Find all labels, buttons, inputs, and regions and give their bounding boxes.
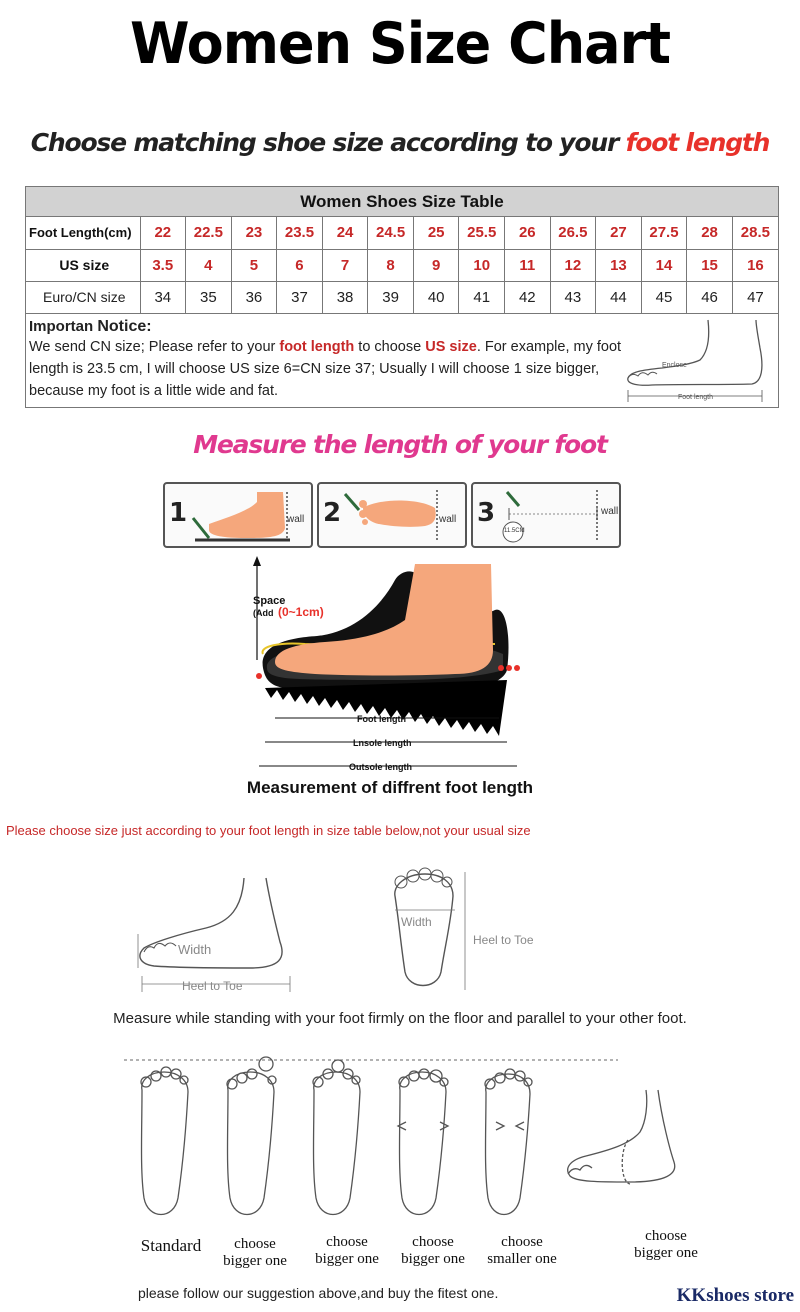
table-cell: 24.5 — [368, 217, 414, 249]
table-cell: 35 — [186, 281, 232, 313]
page-title: Women Size Chart — [129, 10, 671, 77]
table-cell: 28 — [687, 217, 733, 249]
measure-instruction: Measure while standing with your foot firmly on the floor and parallel to your other foot. — [113, 1010, 687, 1027]
foot-type-6: choose bigger one — [634, 1228, 698, 1261]
table-cell: 39 — [368, 281, 414, 313]
foot-top-view-diagram — [385, 866, 555, 998]
foot-types-diagram — [110, 1050, 790, 1230]
measure-title: Measure the length of your foot — [193, 430, 607, 459]
table-row — [26, 217, 778, 249]
foot-type-4: choose bigger one — [401, 1234, 465, 1267]
wall-label: wall — [601, 506, 619, 517]
notice-title: Importan Notice: — [29, 317, 152, 335]
table-cell: 23 — [231, 217, 277, 249]
size-table-grid — [26, 217, 778, 314]
table-cell: 9 — [413, 249, 459, 281]
table-cell: 8 — [368, 249, 414, 281]
footer-suggestion: please follow our suggestion above,and buy the fitest one. — [138, 1285, 499, 1301]
table-cell: 38 — [322, 281, 368, 313]
store-name: KKshoes store — [676, 1285, 794, 1306]
enclose-label: Enclose — [662, 361, 687, 369]
table-cell: 47 — [732, 281, 778, 313]
step-3 — [471, 482, 621, 548]
table-cell: 45 — [641, 281, 687, 313]
subtitle — [0, 128, 800, 157]
step-number: 3 — [477, 498, 496, 528]
outsole-length-line-label: Outsole length — [349, 762, 412, 772]
table-cell: 3.5 — [140, 249, 186, 281]
shoe-measurement-diagram — [245, 550, 535, 778]
table-cell: 11 — [505, 249, 551, 281]
table-cell: 12 — [550, 249, 596, 281]
space-range-label: (0~1cm) — [278, 605, 324, 619]
table-cell: 34 — [140, 281, 186, 313]
step-number: 2 — [323, 498, 342, 528]
subtitle-accent: foot length — [625, 128, 770, 157]
foot-type-2: choose bigger one — [223, 1236, 287, 1269]
wall-label: wall — [287, 514, 305, 525]
width-label: Width — [178, 942, 212, 957]
insole-length-line-label: Lnsole length — [353, 738, 412, 748]
size-warning: Please choose size just according to your foot length in size table below,not your usual size — [6, 823, 531, 838]
table-cell: 4 — [186, 249, 232, 281]
shoe-caption: Measurement of diffrent foot length — [246, 778, 534, 797]
foot-type-standard: Standard — [140, 1236, 202, 1255]
table-cell: 22 — [140, 217, 186, 249]
table-row — [26, 249, 778, 281]
table-cell: 10 — [459, 249, 505, 281]
space-add-label: (Add — [253, 608, 274, 618]
foot-length-label: Foot length — [678, 393, 714, 401]
wall-label: wall — [439, 514, 457, 525]
step-2 — [317, 482, 467, 548]
notice-body: We send CN size; Please refer to your foot length to choose US size. For example, my foot length is 23.5 cm, I will choose US size 6=CN size 37; Usually I will choose 1 size bigger, because my foot is a little wide and fat. — [29, 338, 622, 399]
table-cell: 42 — [505, 281, 551, 313]
table-cell: 5 — [231, 249, 277, 281]
size-table — [25, 186, 779, 408]
foot-type-3: choose bigger one — [315, 1234, 379, 1267]
table-cell: 43 — [550, 281, 596, 313]
ruler-icon — [473, 484, 623, 550]
table-cell: 15 — [687, 249, 733, 281]
table-cell: 7 — [322, 249, 368, 281]
row-header: US size — [26, 249, 140, 281]
table-cell: 22.5 — [186, 217, 232, 249]
size-table-header: Women Shoes Size Table — [26, 187, 778, 217]
table-cell: 13 — [596, 249, 642, 281]
table-cell: 6 — [277, 249, 323, 281]
table-cell: 27.5 — [641, 217, 687, 249]
measure-badge: 11.5CM — [504, 528, 525, 534]
row-header: Euro/CN size — [26, 281, 140, 313]
step-number: 1 — [169, 498, 188, 528]
foot-type-5: choose smaller one — [487, 1234, 557, 1267]
table-cell: 40 — [413, 281, 459, 313]
step-1 — [163, 482, 313, 548]
table-cell: 27 — [596, 217, 642, 249]
foot-outline-icon — [622, 318, 772, 404]
foot-length-line-label: Foot length — [357, 714, 406, 724]
table-cell: 25.5 — [459, 217, 505, 249]
table-cell: 36 — [231, 281, 277, 313]
heel-to-toe-label: Heel to Toe — [473, 933, 534, 947]
subtitle-prefix: Choose matching shoe size according to your — [30, 128, 626, 157]
table-cell: 24 — [322, 217, 368, 249]
table-row — [26, 281, 778, 313]
row-header: Foot Length(cm) — [26, 217, 140, 249]
table-cell: 46 — [687, 281, 733, 313]
table-cell: 37 — [277, 281, 323, 313]
heel-to-toe-label: Heel to Toe — [182, 979, 243, 993]
table-cell: 16 — [732, 249, 778, 281]
table-cell: 26.5 — [550, 217, 596, 249]
table-cell: 28.5 — [732, 217, 778, 249]
table-cell: 25 — [413, 217, 459, 249]
space-label: Space — [253, 595, 286, 607]
foot-side-view-diagram — [130, 872, 300, 1000]
table-cell: 23.5 — [277, 217, 323, 249]
table-cell: 14 — [641, 249, 687, 281]
table-cell: 44 — [596, 281, 642, 313]
table-cell: 26 — [505, 217, 551, 249]
important-notice — [26, 314, 778, 409]
width-label: Width — [401, 915, 432, 929]
table-cell: 41 — [459, 281, 505, 313]
